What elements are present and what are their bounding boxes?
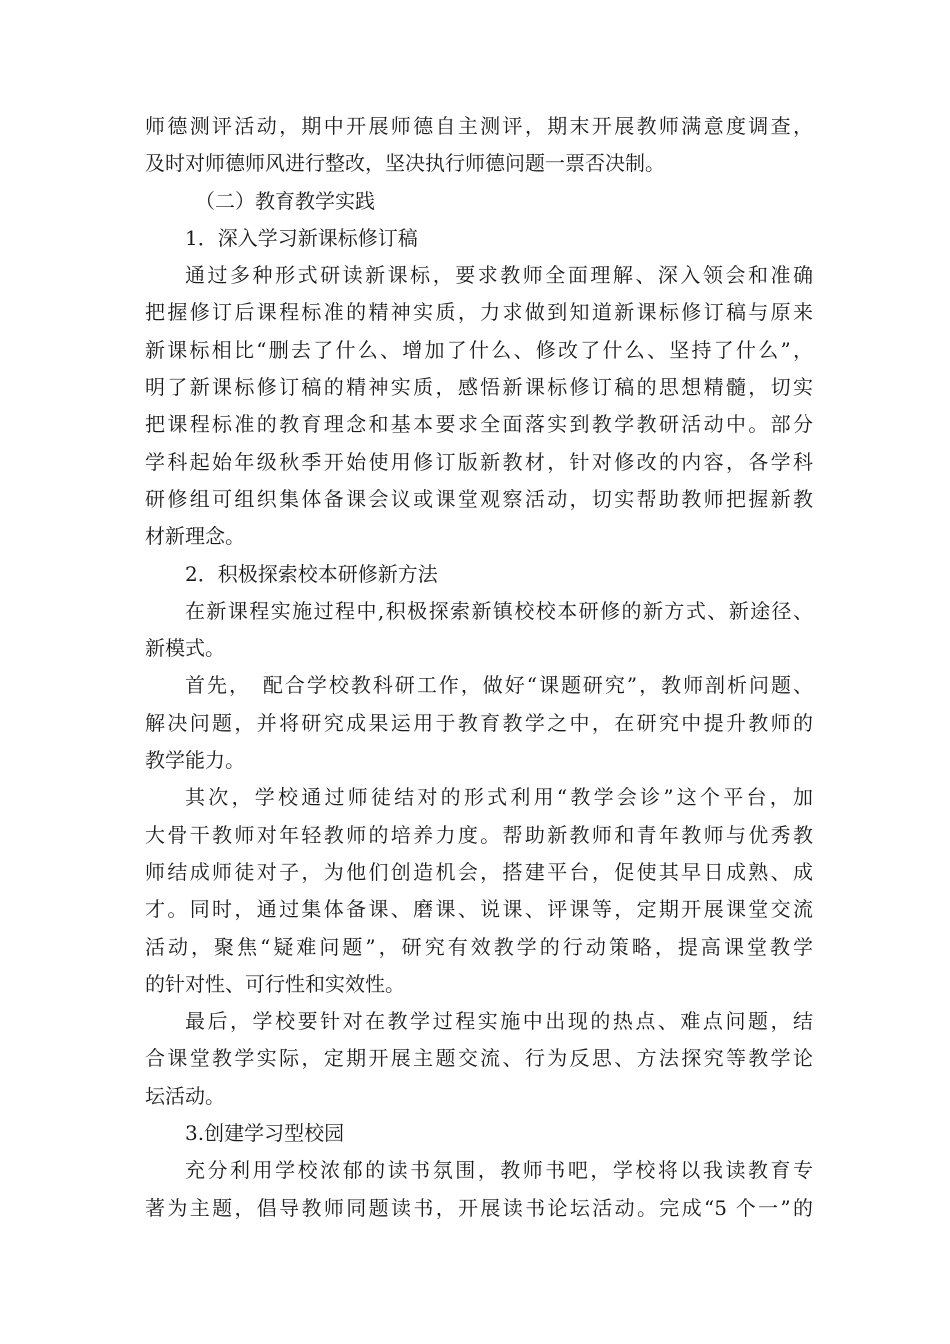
text-line: 大骨干教师对年轻教师的培养力度。帮助新教师和青年教师与优秀教 [145, 822, 813, 847]
section-heading-line: （二）教育教学实践 [195, 188, 375, 213]
text-line: 学科起始年级秋季开始使用修订版新教材，针对修改的内容，各学科 [145, 449, 813, 474]
text-line: 活动，聚焦“疑难问题”，研究有效教学的行动策略，提高课堂教学 [145, 934, 813, 959]
text-line: 师结成师徒对子，为他们创造机会，搭建平台，促使其早日成熟、成 [145, 859, 813, 884]
text-line: 通过多种形式研读新课标，要求教师全面理解、深入领会和准确 [185, 263, 813, 288]
text-line: 研修组可组织集体备课会议或课堂观察活动，切实帮助教师把握新教 [145, 486, 813, 511]
text-line: 3.创建学习型校园 [185, 1121, 345, 1146]
text-line: 新课标相比“删去了什么、增加了什么、修改了什么、坚持了什么”， [145, 337, 813, 362]
text-line: 才。同时，通过集体备课、磨课、说课、评课等，定期开展课堂交流 [145, 897, 813, 922]
text-line: 其次，学校通过师徒结对的形式利用“教学会诊”这个平台，加 [185, 785, 813, 810]
document-body [145, 108, 813, 1227]
text-line: 把课程标准的教育理念和基本要求全面落实到教学教研活动中。部分 [145, 412, 813, 437]
text-line: 坛活动。 [145, 1083, 225, 1108]
text-line: 的针对性、可行性和实效性。 [145, 971, 405, 996]
text-line: 教学能力。 [145, 748, 245, 773]
text-line: 首先， 配合学校教科研工作，做好“课题研究”，教师剖析问题、 [185, 673, 813, 698]
text-line: 1．深入学习新课标修订稿 [185, 225, 418, 250]
text-line: 在新课程实施过程中,积极探索新镇校校本研修的新方式、新途径、 [185, 598, 813, 623]
text-line: 师德测评活动，期中开展师德自主测评，期末开展教师满意度调查， [145, 114, 813, 138]
text-line: 及时对师德师风进行整改，坚决执行师德问题一票否决制。 [145, 151, 665, 176]
text-line: 把握修订后课程标准的精神实质，力求做到知道新课标修订稿与原来 [145, 300, 813, 325]
text-line: 著为主题，倡导教师同题读书，开展读书论坛活动。完成“5 个一”的 [145, 1195, 813, 1220]
text-line: 最后，学校要针对在教学过程实施中出现的热点、难点问题，结 [185, 1009, 813, 1034]
text-line: 明了新课标修订稿的精神实质，感悟新课标修订稿的思想精髓，切实 [145, 375, 813, 400]
text-line: 充分利用学校浓郁的读书氛围，教师书吧，学校将以我读教育专 [185, 1158, 813, 1183]
text-line: 材新理念。 [145, 524, 245, 549]
text-line: 解决问题，并将研究成果运用于教育教学之中，在研究中提升教师的 [145, 710, 813, 735]
text-line: 合课堂教学实际，定期开展主题交流、行为反思、方法探究等教学论 [145, 1046, 813, 1071]
text-line: 新模式。 [145, 636, 225, 661]
text-line: 2．积极探索校本研修新方法 [185, 561, 438, 586]
